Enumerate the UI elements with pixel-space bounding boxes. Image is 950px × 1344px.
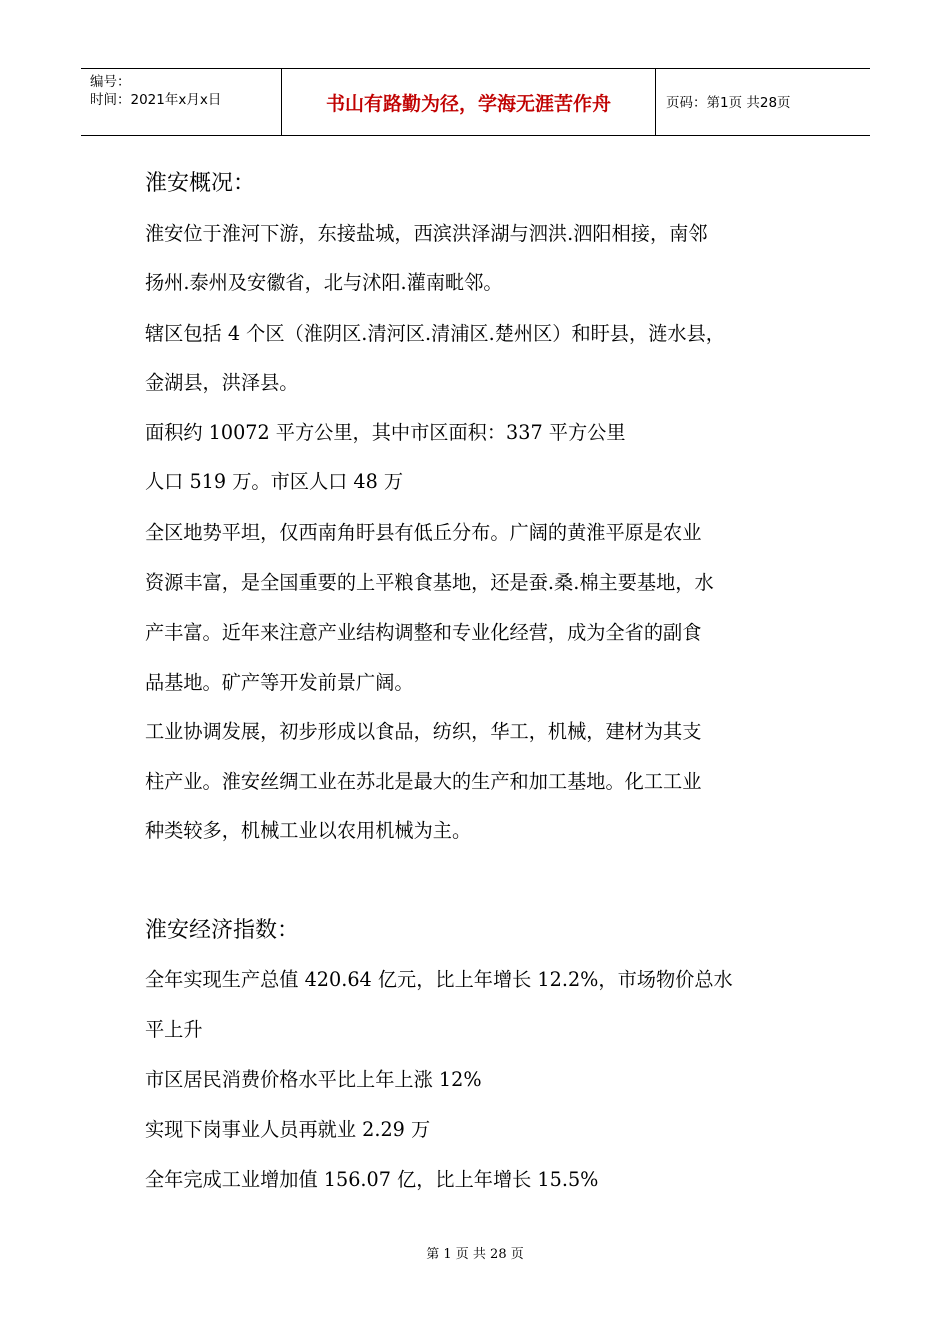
header-motto: 书山有路勤为径，学海无涯苦作舟 <box>325 93 611 115</box>
paragraph-line: 市区居民消费价格水平比上年上涨 12% <box>145 1068 482 1091</box>
document-header <box>81 68 870 136</box>
paragraph-line: 辖区包括 4 个区（淮阴区.清河区.清浦区.楚州区）和盱县，涟水县， <box>145 322 725 345</box>
header-page-cell <box>656 69 870 135</box>
paragraph-line: 扬州.泰州及安徽省，北与沭阳.灌南毗邻。 <box>145 271 503 294</box>
paragraph-line: 实现下岗事业人员再就业 2.29 万 <box>145 1118 431 1141</box>
section-heading-overview: 淮安概况： <box>145 171 256 196</box>
paragraph-line: 平上升 <box>145 1018 203 1041</box>
paragraph-line: 面积约 10072 平方公里，其中市区面积：337 平方公里 <box>145 421 626 444</box>
header-meta-cell <box>81 69 282 135</box>
paragraph-line: 全年实现生产总值 420.64 亿元，比上年增长 12.2%，市场物价总水 <box>145 968 733 991</box>
paragraph-line: 金湖县，洪泽县。 <box>145 371 299 394</box>
paragraph-line: 全年完成工业增加值 156.07 亿，比上年增长 15.5% <box>145 1168 599 1191</box>
paragraph-line: 人口 519 万。市区人口 48 万 <box>145 470 404 493</box>
paragraph-line: 全区地势平坦，仅西南角盱县有低丘分布。广阔的黄淮平原是农业 <box>145 521 702 544</box>
page-footer: 第 1 页 共 28 页 <box>426 1247 524 1262</box>
paragraph-line: 淮安位于淮河下游，东接盐城，西滨洪泽湖与泗洪.泗阳相接，南邻 <box>145 222 708 245</box>
paragraph-line: 柱产业。淮安丝绸工业在苏北是最大的生产和加工基地。化工工业 <box>145 770 702 793</box>
header-motto-cell <box>282 69 656 135</box>
paragraph-line: 产丰富。近年来注意产业结构调整和专业化经营，成为全省的副食 <box>145 621 702 644</box>
paragraph-line: 资源丰富，是全国重要的上平粮食基地，还是蚕.桑.棉主要基地，水 <box>145 571 714 594</box>
paragraph-line: 品基地。矿产等开发前景广阔。 <box>145 671 414 694</box>
paragraph-line: 种类较多，机械工业以农用机械为主。 <box>145 819 472 842</box>
document-time-label: 时间：2021年x月x日 <box>90 92 222 108</box>
header-page-info: 页码：第1页 共28页 <box>666 95 791 111</box>
paragraph-line: 工业协调发展，初步形成以食品，纺织，华工，机械，建材为其支 <box>145 720 702 743</box>
document-number-label: 编号： <box>90 74 131 90</box>
section-heading-economy: 淮安经济指数： <box>145 918 300 943</box>
